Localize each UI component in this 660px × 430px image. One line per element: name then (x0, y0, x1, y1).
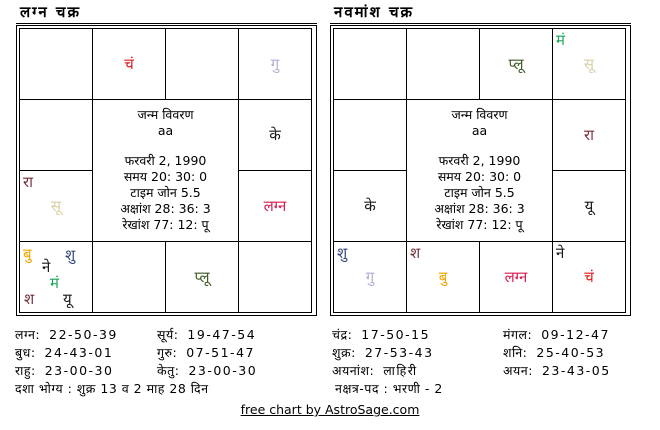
planet-venus: शु (337, 244, 348, 262)
planet-saturn: श (24, 290, 35, 308)
nakshatra-pada: नक्षत्र-पद : भरणी - 2 (335, 380, 443, 396)
birth-date: फरवरी 2, 1990 (124, 153, 207, 168)
birth-latitude: अक्षांश 28: 36: 3 (434, 201, 525, 216)
house-cell (166, 242, 238, 312)
ayan-value: अयन: 23-43-05 (503, 362, 611, 378)
house-cell (20, 242, 92, 312)
house-cell (334, 171, 406, 241)
navamsa-chart-title: नवमांश चक्र (330, 3, 631, 24)
ascendant-label: लग्न (263, 197, 287, 215)
dasha-nakshatra-row (0, 379, 660, 397)
table-row (15, 325, 660, 343)
lagna-chart-border (16, 25, 317, 316)
position-moon: चंद्र: 17-50-15 (332, 326, 431, 342)
planet-jupiter: गु (270, 55, 280, 73)
birth-details-box (93, 100, 238, 241)
navamsa-chart (330, 3, 631, 316)
navamsa-chart-border (330, 25, 631, 316)
birth-longitude: रेखांश 77: 12: पू (122, 217, 209, 232)
position-saturn: शनि: 25-40-53 (503, 344, 606, 360)
planet-neptune: ने (556, 244, 565, 262)
birth-date: फरवरी 2, 1990 (438, 153, 521, 168)
position-rahu: राहु: 23-00-30 (15, 362, 114, 378)
footer (0, 402, 660, 417)
house-cell (239, 100, 311, 170)
house-cell (20, 29, 92, 99)
planet-ketu: के (269, 126, 281, 144)
lagna-chart-title: लग्न चक्र (16, 3, 317, 24)
position-jupiter: गुरु: 07-51-47 (157, 344, 255, 360)
house-cell (93, 29, 165, 99)
planet-jupiter: गु (365, 268, 375, 286)
position-mars: मंगल: 09-12-47 (503, 326, 610, 342)
planet-moon: चं (124, 55, 134, 73)
navamsa-chart-grid (333, 28, 626, 313)
house-cell (239, 242, 311, 312)
house-cell (407, 242, 479, 312)
planet-rahu: रा (583, 126, 595, 144)
birth-longitude: रेखांश 77: 12: पू (436, 217, 523, 232)
dasha-balance: दशा भोग्य : शुक्र 13 व 2 माह 28 दिन (15, 380, 209, 396)
house-cell (20, 100, 92, 170)
planet-moon: चं (584, 268, 594, 286)
house-cell (480, 29, 552, 99)
lagna-chart (16, 3, 317, 316)
planet-positions-table (0, 325, 660, 379)
birth-timezone: टाइम जोन 5.5 (444, 185, 515, 200)
house-cell (334, 29, 406, 99)
house-cell (239, 29, 311, 99)
planet-mercury: बु (23, 245, 32, 263)
planet-uranus: यू (63, 290, 72, 308)
house-cell (553, 171, 625, 241)
native-name: aa (471, 123, 488, 138)
position-ketu: केतु: 23-00-30 (157, 362, 258, 378)
native-name: aa (157, 123, 174, 138)
birth-latitude: अक्षांश 28: 36: 3 (120, 201, 211, 216)
house-cell (553, 29, 625, 99)
planet-pluto: प्लू (508, 55, 524, 73)
house-cell (166, 29, 238, 99)
planet-saturn: श (410, 244, 421, 262)
planet-pluto: प्लू (194, 268, 210, 286)
house-cell (553, 242, 625, 312)
house-cell (553, 100, 625, 170)
house-cell (407, 29, 479, 99)
planet-uranus: यू (584, 197, 594, 215)
birth-details-box (407, 100, 552, 241)
house-cell (480, 242, 552, 312)
planet-venus: शु (65, 246, 76, 264)
ayanamsa: अयनांश: लाहिरी (332, 362, 418, 378)
planet-mars: मं (50, 274, 59, 292)
birth-time: समय 20: 30: 0 (123, 169, 208, 184)
house-cell (334, 100, 406, 170)
planet-sun: सू (50, 197, 62, 215)
birth-details-heading: जन्म विवरण (137, 107, 194, 122)
planet-mars: मं (556, 31, 565, 49)
planet-neptune: ने (42, 258, 51, 276)
planet-ketu: के (364, 197, 376, 215)
table-row (15, 343, 660, 361)
position-mercury: बुध: 24-43-01 (15, 344, 114, 360)
house-cell (239, 171, 311, 241)
planet-sun: सू (583, 55, 595, 73)
astrosage-credit-link[interactable]: free chart by AstroSage.com (240, 402, 420, 417)
house-cell (93, 242, 165, 312)
planet-mercury: बु (438, 268, 448, 286)
house-cell (334, 242, 406, 312)
ascendant-label: लग्न (504, 268, 528, 286)
lagna-chart-grid (19, 28, 312, 313)
birth-timezone: टाइम जोन 5.5 (130, 185, 201, 200)
table-row (15, 361, 660, 379)
planet-rahu: रा (23, 173, 34, 191)
position-lagna: लग्न: 22-50-39 (15, 326, 118, 342)
house-cell (20, 171, 92, 241)
birth-time: समय 20: 30: 0 (437, 169, 522, 184)
position-sun: सूर्य: 19-47-54 (157, 326, 257, 342)
position-venus: शुक्र: 27-53-43 (332, 344, 434, 360)
birth-details-heading: जन्म विवरण (451, 107, 508, 122)
